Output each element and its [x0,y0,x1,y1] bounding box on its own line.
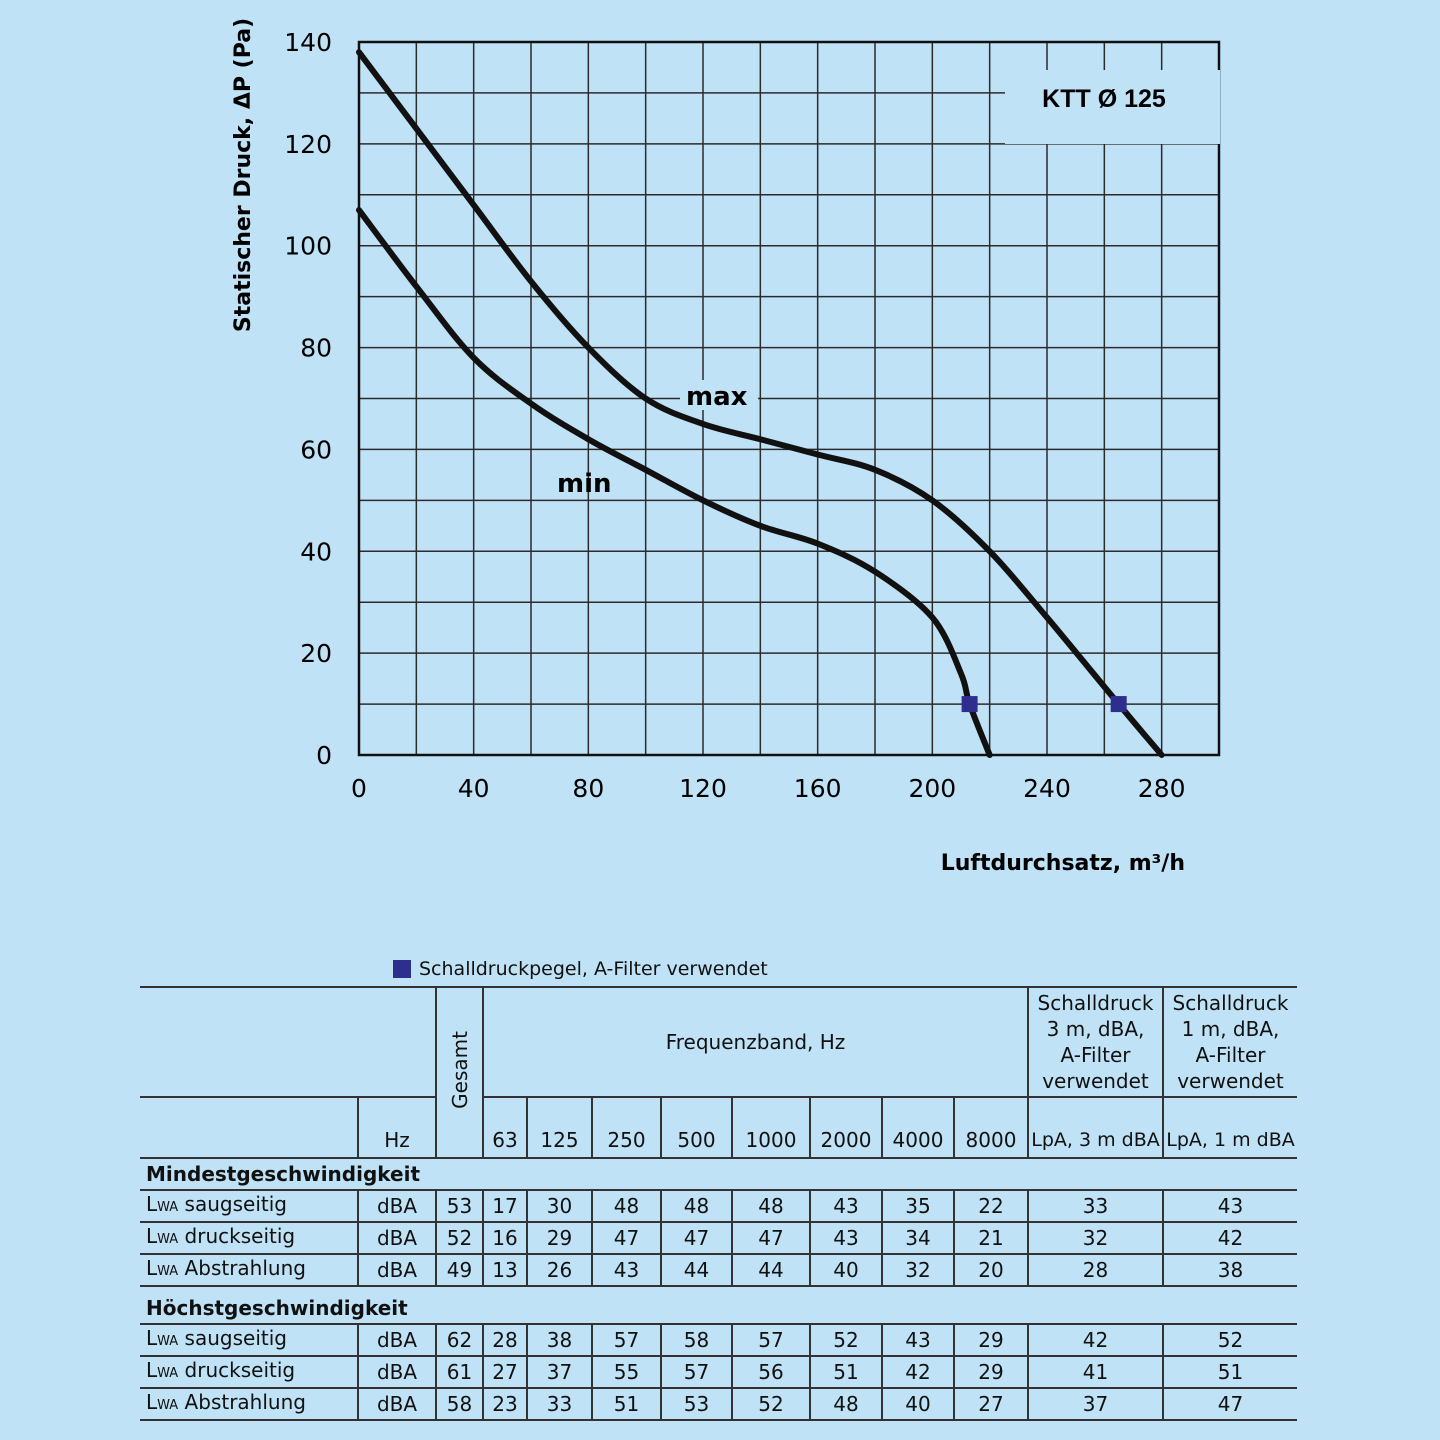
table-cell: 40 [882,1388,954,1420]
table-cell: 58 [436,1388,483,1420]
y-tick-label: 0 [316,741,332,770]
header-freq-1000: 1000 [732,1097,810,1158]
x-tick-label: 0 [351,774,367,803]
table-cell: 37 [1028,1388,1163,1420]
table-cell: 53 [436,1190,483,1222]
table-cell: 29 [954,1356,1028,1388]
table-cell: 55 [592,1356,661,1388]
table-cell: 56 [732,1356,810,1388]
table-cell: 51 [1163,1356,1297,1388]
table-cell: 48 [810,1388,882,1420]
table-row [140,1190,1297,1222]
table-cell: 44 [732,1254,810,1286]
row-unit: dBA [358,1254,436,1286]
x-tick-label: 280 [1137,774,1186,803]
table-cell: 34 [882,1222,954,1254]
sound-level-marker [1111,696,1127,712]
row-label: LWA Abstrahlung [140,1254,358,1286]
table-cell: 29 [954,1324,1028,1356]
row-unit: dBA [358,1356,436,1388]
header-freq-4000: 4000 [882,1097,954,1158]
table-cell: 43 [810,1222,882,1254]
x-tick-label: 40 [457,774,490,803]
table-cell: 47 [732,1222,810,1254]
table-cell: 53 [661,1388,732,1420]
row-label: LWA saugseitig [140,1324,358,1356]
header-gesamt: Gesamt [436,987,483,1158]
y-tick-label: 120 [284,129,332,159]
table-cell: 33 [1028,1190,1163,1222]
row-unit: dBA [358,1190,436,1222]
header-schalldruck-3m: Schalldruck 3 m, dBA, A-Filter verwendet [1028,987,1163,1097]
table-cell: 57 [661,1356,732,1388]
header-frequenzband: Frequenzband, Hz [483,987,1028,1097]
table-cell: 47 [661,1222,732,1254]
legend-text: Schalldruckpegel, A-Filter verwendet [419,958,768,980]
y-tick-label: 100 [284,231,332,261]
table-row [140,1324,1297,1356]
table-cell: 37 [527,1356,592,1388]
table-cell: 51 [592,1388,661,1420]
header-freq-8000: 8000 [954,1097,1028,1158]
table-row [140,1356,1297,1388]
chart-title: KTT Ø 125 [1042,85,1166,113]
table-cell: 48 [661,1190,732,1222]
table-cell: 51 [810,1356,882,1388]
table-cell: 57 [732,1324,810,1356]
table-legend [393,958,768,980]
table-cell: 42 [1028,1324,1163,1356]
table-cell: 43 [592,1254,661,1286]
header-lpa-1m: LpA, 1 m dBA [1163,1097,1297,1158]
table-cell: 32 [1028,1222,1163,1254]
series-label-min: min [557,469,612,499]
y-axis-label: Statischer Druck, ΔP (Pa) [231,17,256,333]
table-cell: 22 [954,1190,1028,1222]
y-tick-label: 140 [284,28,332,57]
row-unit: dBA [358,1222,436,1254]
header-freq-250: 250 [592,1097,661,1158]
header-freq-500: 500 [661,1097,732,1158]
table-cell: 38 [1163,1254,1297,1286]
x-tick-label: 200 [908,774,957,803]
table-cell: 43 [1163,1190,1297,1222]
table-cell: 52 [732,1388,810,1420]
table-cell: 28 [483,1324,527,1356]
table-cell: 32 [882,1254,954,1286]
table-cell: 48 [592,1190,661,1222]
header-freq-63: 63 [483,1097,527,1158]
row-label: LWA druckseitig [140,1222,358,1254]
table-cell: 35 [882,1190,954,1222]
table-cell: 13 [483,1254,527,1286]
table-cell: 43 [810,1190,882,1222]
table-cell: 52 [810,1324,882,1356]
table-cell: 52 [436,1222,483,1254]
header-freq-125: 125 [527,1097,592,1158]
x-tick-label: 160 [793,774,842,803]
header-lpa-3m: LpA, 3 m dBA [1028,1097,1163,1158]
table-cell: 40 [810,1254,882,1286]
table-cell: 30 [527,1190,592,1222]
row-label: LWA saugseitig [140,1190,358,1222]
row-unit: dBA [358,1388,436,1420]
sound-level-marker [962,696,978,712]
table-cell: 27 [954,1388,1028,1420]
table-row [140,1254,1297,1286]
table-cell: 27 [483,1356,527,1388]
table-cell: 16 [483,1222,527,1254]
table-cell: 49 [436,1254,483,1286]
table-cell: 42 [882,1356,954,1388]
table-cell: 47 [592,1222,661,1254]
section-title: Mindestgeschwindigkeit [140,1158,1297,1190]
header-schalldruck-1m: Schalldruck 1 m, dBA, A-Filter verwendet [1163,987,1297,1097]
y-tick-label: 20 [300,639,332,669]
table-cell: 52 [1163,1324,1297,1356]
table-cell: 62 [436,1324,483,1356]
table-cell: 42 [1163,1222,1297,1254]
y-tick-label: 80 [300,333,332,363]
table-cell: 28 [1028,1254,1163,1286]
table-cell: 17 [483,1190,527,1222]
sound-data-table [140,986,1297,1421]
table-cell: 48 [732,1190,810,1222]
header-freq-2000: 2000 [810,1097,882,1158]
table-cell: 29 [527,1222,592,1254]
series-min-line [359,210,990,755]
table-cell: 33 [527,1388,592,1420]
table-cell: 43 [882,1324,954,1356]
x-tick-label: 240 [1023,774,1071,803]
x-tick-label: 120 [679,774,727,803]
table-cell: 20 [954,1254,1028,1286]
table-cell: 23 [483,1388,527,1420]
table-cell: 38 [527,1324,592,1356]
table-cell: 21 [954,1222,1028,1254]
section-title: Höchstgeschwindigkeit [146,1296,408,1320]
y-tick-label: 40 [300,537,332,567]
y-tick-label: 60 [300,435,332,465]
row-label: LWA Abstrahlung [140,1388,358,1420]
table-cell: 41 [1028,1356,1163,1388]
table-cell: 47 [1163,1388,1297,1420]
table-cell: 57 [592,1324,661,1356]
header-empty [140,987,436,1097]
legend-marker-swatch [393,960,411,978]
table-row [140,1388,1297,1420]
x-axis-label: Luftdurchsatz, m³/h [940,851,1185,876]
table-cell: 26 [527,1254,592,1286]
table-row [140,1222,1297,1254]
row-label: LWA druckseitig [140,1356,358,1388]
header-blank [140,1097,358,1158]
x-tick-label: 80 [572,774,605,803]
table-cell: 58 [661,1324,732,1356]
table-cell: 61 [436,1356,483,1388]
header-hz: Hz [358,1097,436,1158]
row-unit: dBA [358,1324,436,1356]
spacer [140,1286,1297,1293]
table-cell: 44 [661,1254,732,1286]
series-label-max: max [686,382,748,412]
